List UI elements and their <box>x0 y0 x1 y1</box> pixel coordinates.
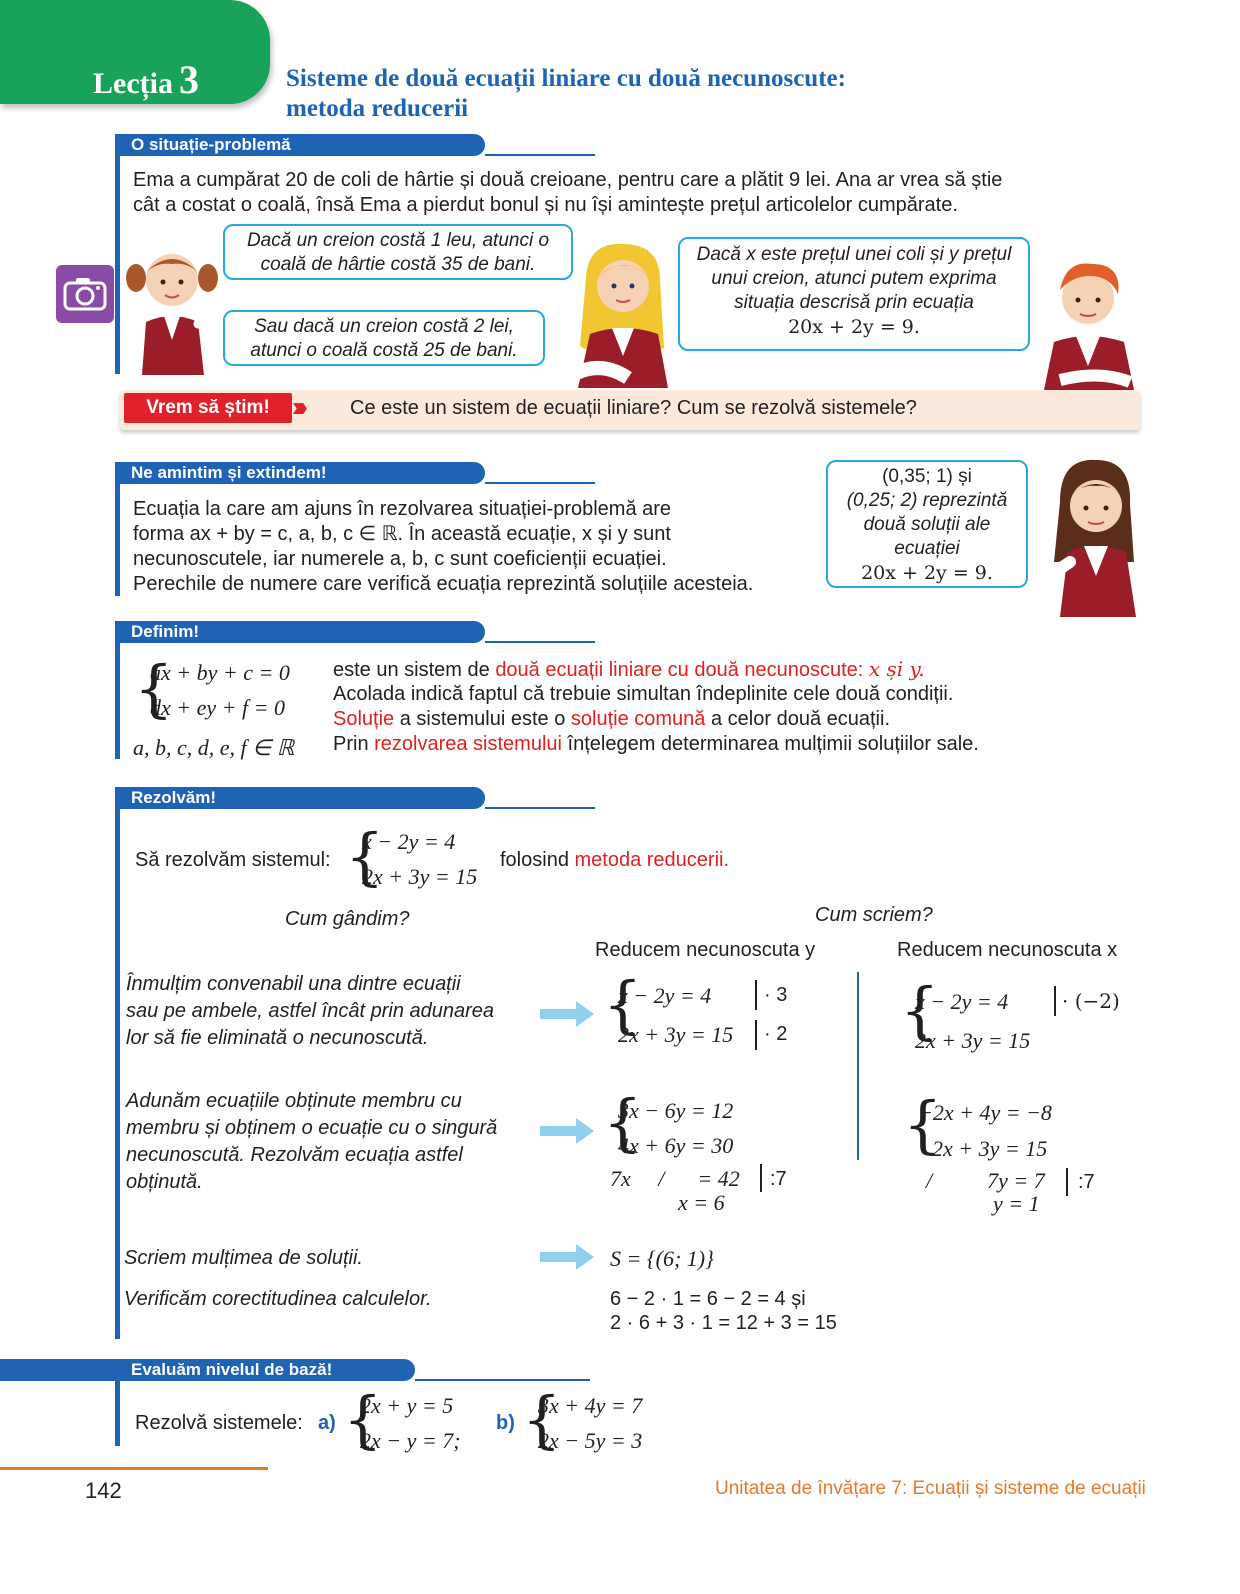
amintim-line2: forma ax + by = c, a, b, c ∈ ℝ. În această ecuație, x și y sunt <box>133 523 671 545</box>
bubble3-line1: Dacă x este prețul unei coli și y prețul <box>696 244 1012 265</box>
exercise-a-eq2: 2x − y = 7; <box>360 1428 461 1453</box>
system-brace: { <box>522 1383 562 1456</box>
section-heading-line <box>485 482 595 484</box>
bubble3-line2: unui creion, atunci putem exprima <box>711 268 997 289</box>
exercise-b-label: b) <box>496 1412 515 1434</box>
y-step1-eq2: 2x + 3y = 15 <box>618 1022 734 1047</box>
speech-bubble-3 <box>678 237 1030 351</box>
camera-icon[interactable] <box>56 265 114 323</box>
y-step2-div: :7 <box>770 1168 787 1190</box>
multiplier-bar <box>1054 986 1056 1016</box>
boy-character <box>1030 250 1142 390</box>
lesson-title-line1: Sisteme de două ecuații liniare cu două necunoscute: <box>286 65 846 92</box>
x-step2-eq1: −2x + 4y = −8 <box>918 1100 1052 1125</box>
sol-bubble-line3: două soluții ale <box>863 514 991 535</box>
bubble3-line4: 20x + 2y = 9. <box>788 316 920 338</box>
lesson-title <box>286 64 986 124</box>
speech-bubble-1 <box>223 224 573 280</box>
exercise-b-eq1: 3x + 4y = 7 <box>538 1393 643 1418</box>
highlight-span: x și y. <box>868 657 925 681</box>
system-brace: { <box>900 974 940 1047</box>
sol-bubble-line2: (0,25; 2) reprezintă <box>846 490 1008 511</box>
section-heading-situatie: O situație-problemă <box>115 134 485 156</box>
rezolvam-intro: Să rezolvăm sistemul: <box>135 849 331 871</box>
footer-unit-title: Unitatea de învățare 7: Ecuații și sisteme de ecuații <box>715 1478 1146 1499</box>
definim-eq1: ax + by + c = 0 <box>150 660 290 685</box>
system-brace: { <box>603 968 643 1041</box>
section-heading-evaluam: Evaluăm nivelul de bază! <box>0 1359 415 1381</box>
step2-line2: membru și obținem o ecuație cu o singură <box>126 1117 498 1139</box>
exercise-b-eq2: 2x − 5y = 3 <box>538 1428 643 1453</box>
step1-line2: sau pe ambele, astfel încât prin adunarea <box>126 1000 495 1022</box>
section-heading-line <box>415 1379 590 1381</box>
sol-bubble-line4: ecuației <box>894 538 960 559</box>
y-step1-eq1: x − 2y = 4 <box>618 983 712 1008</box>
definim-eq2: dx + ey + f = 0 <box>150 695 285 720</box>
x-step1-eq2: 2x + 3y = 15 <box>915 1028 1031 1053</box>
cum-scriem-label: Cum scriem? <box>815 904 933 926</box>
y-step2-eq2: 4x + 6y = 30 <box>618 1133 734 1158</box>
situatie-line2: cât a costat o coală, însă Ema a pierdut bonul și nu își amintește prețul articolelor cumpărate. <box>133 194 958 216</box>
system-brace: { <box>903 1088 943 1161</box>
amintim-line3: necunoscutele, iar numerele a, b, c sunt coeficienții ecuației. <box>133 548 667 570</box>
y-step1-mult1: · 3 <box>764 984 788 1006</box>
x-step1-mult1: · (−2) <box>1062 989 1120 1013</box>
section-heading-definim: Definim! <box>115 621 485 643</box>
x-step2-result: y = 1 <box>993 1191 1040 1216</box>
column-divider <box>857 972 859 1160</box>
lesson-word: Lecția <box>93 67 173 100</box>
section-rule <box>115 789 120 1339</box>
y-step2-eq1: 3x − 6y = 12 <box>618 1098 734 1123</box>
system-brace: { <box>343 1383 383 1456</box>
sol-bubble-line1: (0,35; 1) și <box>882 466 972 487</box>
arrow-right-icon <box>540 1001 594 1027</box>
chevrons-icon: ››› <box>292 391 302 422</box>
highlight-span: rezolvarea sistemului <box>374 733 562 755</box>
evaluam-prompt: Rezolvă sistemele: <box>135 1412 303 1434</box>
section-heading-line <box>485 807 595 809</box>
highlight-span: metoda reducerii. <box>574 849 730 871</box>
y-step2-result: x = 6 <box>678 1190 725 1215</box>
lesson-title-line2: metoda reducerii <box>286 95 469 122</box>
system-eq2: 2x + 3y = 15 <box>362 864 478 889</box>
check-line1: 6 − 2 · 1 = 6 − 2 = 4 și <box>610 1288 806 1310</box>
bubble1-line2: coală de hârtie costă 35 de bani. <box>260 254 536 275</box>
speech-bubble-solutions <box>826 460 1028 588</box>
x-step2-div: :7 <box>1078 1171 1095 1193</box>
section-rule <box>115 623 120 759</box>
reduce-y-label: Reducem necunoscuta y <box>595 939 816 961</box>
step4-text: Verificăm corectitudinea calculelor. <box>124 1288 432 1310</box>
divisor-bar <box>1066 1168 1068 1196</box>
definim-coefficients: a, b, c, d, e, f ∈ ℝ <box>133 735 295 760</box>
vrem-sa-stim-badge: Vrem să știm! <box>124 393 292 423</box>
section-heading-line <box>485 641 595 643</box>
text-span: folosind <box>500 849 575 871</box>
step2-line3: necunoscută. Rezolvăm ecuația astfel <box>126 1144 463 1166</box>
girl-character-left <box>112 240 232 375</box>
highlight-span: soluție comună <box>570 708 706 730</box>
bubble2-line1: Sau dacă un creion costă 2 lei, <box>254 316 514 337</box>
text-span: a celor două ecuații. <box>705 708 890 730</box>
reduce-x-label: Reducem necunoscuta x <box>897 939 1118 961</box>
definim-line3 <box>333 707 890 732</box>
amintim-line4: Perechile de numere care verifică ecuația reprezintă soluțiile acesteia. <box>133 573 754 595</box>
divisor-bar <box>760 1164 762 1192</box>
definim-line2: Acolada indică faptul că trebuie simultan îndeplinite cele două condiții. <box>333 683 954 705</box>
solution-set: S = {(6; 1)} <box>610 1246 714 1271</box>
exercise-a-label: a) <box>318 1412 336 1434</box>
step3-text: Scriem mulțimea de soluții. <box>124 1247 363 1269</box>
x-step2-eq2: 2x + 3y = 15 <box>932 1136 1048 1161</box>
text-span: este un sistem de <box>333 659 496 681</box>
text-span: Prin <box>333 733 375 755</box>
multiplier-bar <box>755 1020 757 1050</box>
sol-bubble-line5: 20x + 2y = 9. <box>861 562 993 584</box>
bubble3-line3: situația descrisă prin ecuația <box>734 292 974 313</box>
girl-character-blonde <box>568 238 678 388</box>
y-step2-sum: 7x / = 42 <box>610 1166 740 1191</box>
system-brace: { <box>603 1086 643 1159</box>
check-line2: 2 · 6 + 3 · 1 = 12 + 3 = 15 <box>610 1312 837 1334</box>
definim-line1 <box>333 657 925 683</box>
page-number: 142 <box>85 1478 122 1503</box>
y-step1-mult2: · 2 <box>764 1023 788 1045</box>
definim-line4 <box>333 732 979 757</box>
highlight-span: două ecuații liniare cu două necunoscute: <box>495 659 869 681</box>
section-heading-rezolvam: Rezolvăm! <box>115 787 485 809</box>
bubble1-line1: Dacă un creion costă 1 leu, atunci o <box>246 230 550 251</box>
section-heading-amintim: Ne amintim și extindem! <box>115 462 485 484</box>
lesson-label <box>93 56 199 103</box>
highlight-span: Soluție <box>333 708 395 730</box>
footer-rule <box>0 1467 268 1470</box>
speech-bubble-2 <box>223 310 545 366</box>
multiplier-bar <box>755 980 757 1010</box>
girl-character-brown <box>1030 452 1150 617</box>
system-eq1: x − 2y = 4 <box>362 829 456 854</box>
step2-line4: obținută. <box>126 1171 203 1193</box>
text-span: înțelegem determinarea mulțimii soluțiilor sale. <box>561 733 979 755</box>
lesson-number: 3 <box>178 57 199 102</box>
amintim-line1: Ecuația la care am ajuns în rezolvarea situației-problemă are <box>133 498 672 520</box>
arrow-right-icon <box>540 1118 594 1144</box>
section-heading-line <box>485 154 595 156</box>
system-brace: { <box>134 652 174 725</box>
system-brace: { <box>345 820 385 893</box>
rezolvam-method <box>500 848 729 873</box>
step1-line1: Înmulțim convenabil una dintre ecuații <box>126 973 461 995</box>
vrem-sa-stim-question: Ce este un sistem de ecuații liniare? Cum se rezolvă sistemele? <box>350 397 917 419</box>
arrow-right-icon <box>540 1244 594 1270</box>
text-span: a sistemului este o <box>394 708 571 730</box>
bubble2-line2: atunci o coală costă 25 de bani. <box>250 340 518 361</box>
x-step1-eq1: x − 2y = 4 <box>915 989 1009 1014</box>
exercise-a-eq1: 2x + y = 5 <box>360 1393 454 1418</box>
step2-line1: Adunăm ecuațiile obținute membru cu <box>126 1090 462 1112</box>
x-step2-sum: / 7y = 7 <box>926 1168 1045 1193</box>
cum-gandim-label: Cum gândim? <box>285 908 410 930</box>
situatie-line1: Ema a cumpărat 20 de coli de hârtie și două creioane, pentru care a plătit 9 lei. Ana ar vrea să știe <box>133 169 1003 191</box>
step1-line3: lor să fie eliminată o necunoscută. <box>126 1027 429 1049</box>
